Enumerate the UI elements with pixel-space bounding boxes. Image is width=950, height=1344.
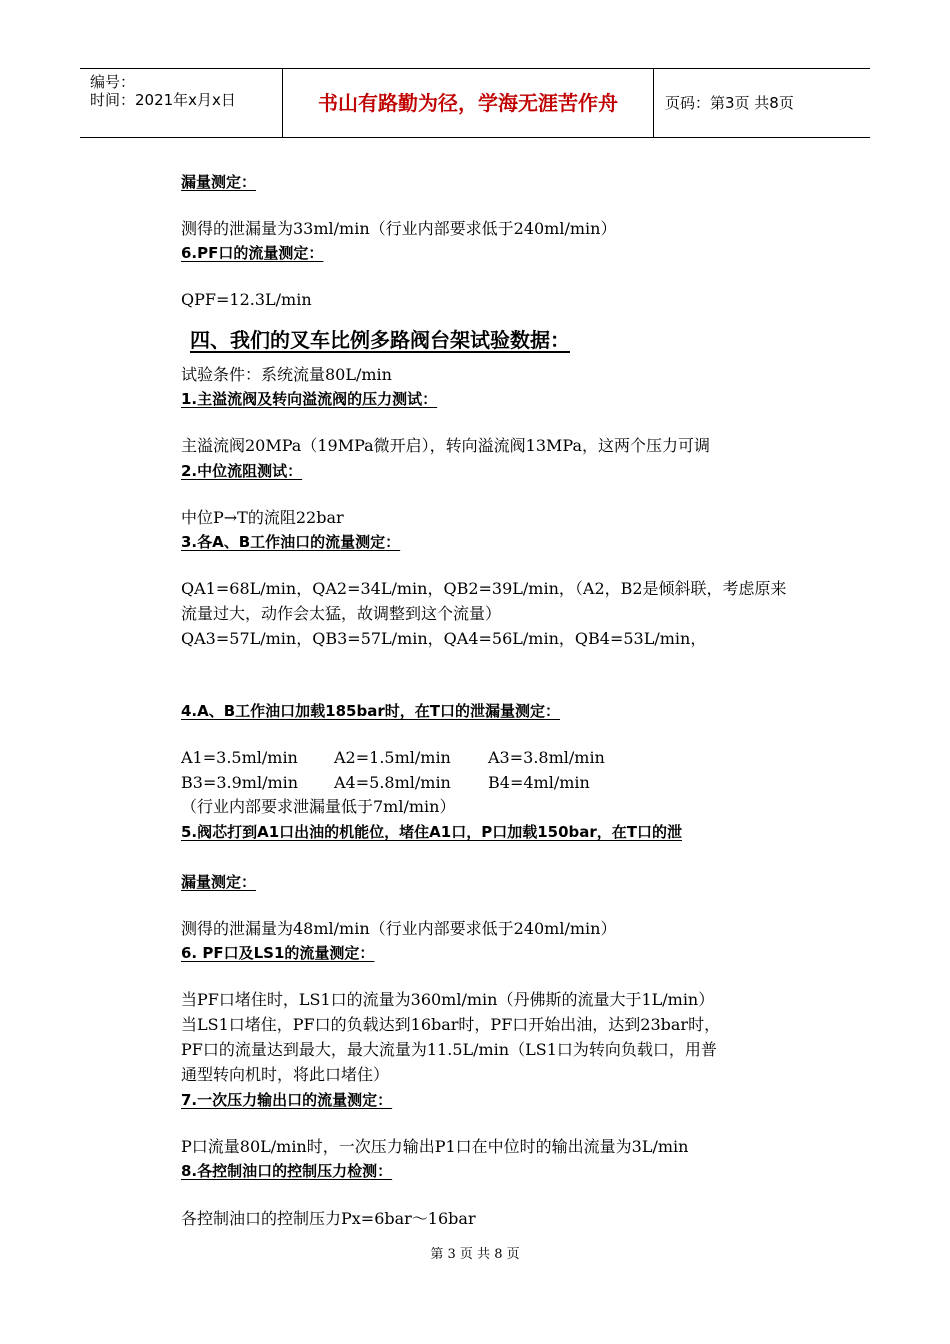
text-pf-ls1-2: 当LS1口堵住，PF口的负载达到16bar时，PF口开始出油，达到23bar时， bbox=[181, 1015, 721, 1034]
header-id: 编号： bbox=[90, 73, 136, 91]
text-primary-output: P口流量80L/min时，一次压力输出P1口在中位时的输出流量为3L/min bbox=[181, 1137, 689, 1156]
header-motto: 书山有路勤为径，学海无涯苦作舟 bbox=[283, 69, 654, 137]
text-pf-ls1-3: PF口的流量达到最大，最大流量为11.5L/min（LS1口为转向负载口，用普 bbox=[181, 1040, 717, 1059]
section-title: 四、我们的叉车比例多路阀台架试验数据： bbox=[190, 328, 570, 352]
page-footer: 第 3 页 共 8 页 bbox=[430, 1247, 520, 1262]
text-pf-ls1-1: 当PF口堵住时，LS1口的流量为360ml/min（丹佛斯的流量大于1L/min） bbox=[181, 990, 715, 1009]
heading-load-leakage: 4.A、B工作油口加载185bar时，在T口的泄漏量测定： bbox=[181, 702, 560, 720]
header-meta bbox=[80, 69, 283, 137]
leak-b4: B4=4ml/min bbox=[488, 773, 590, 792]
header-page-info: 页码：第3页 共8页 bbox=[665, 94, 794, 112]
text-pf-flow: QPF=12.3L/min bbox=[181, 290, 312, 309]
text-port-flow-3: QA3=57L/min，QB3=57L/min，QA4=56L/min，QB4=53L/min， bbox=[181, 629, 707, 648]
heading-control-pressure: 8.各控制油口的控制压力检测： bbox=[181, 1162, 393, 1180]
heading-leakage-cont: 漏量测定： bbox=[181, 173, 257, 191]
header-time: 时间：2021年x月x日 bbox=[90, 91, 236, 109]
heading-spool-leakage: 5.阀芯打到A1口出油的机能位，堵住A1口，P口加载150bar，在T口的泄 bbox=[181, 823, 683, 841]
text-control-pressure: 各控制油口的控制压力Px=6bar～16bar bbox=[181, 1209, 476, 1228]
text-relief-valve: 主溢流阀20MPa（19MPa微开启），转向溢流阀13MPa，这两个压力可调 bbox=[181, 436, 710, 455]
heading-neutral-resistance: 2.中位流阻测试： bbox=[181, 462, 303, 480]
text-port-flow-1: QA1=68L/min，QA2=34L/min，QB2=39L/min，（A2，B2是倾斜联，考虑原来 bbox=[181, 579, 787, 598]
leak-a3: A3=3.8ml/min bbox=[488, 748, 605, 767]
text-pf-ls1-4: 通型转向机时，将此口堵住） bbox=[181, 1065, 390, 1084]
text-test-condition: 试验条件：系统流量80L/min bbox=[181, 365, 392, 384]
leak-a4: A4=5.8ml/min bbox=[334, 773, 451, 792]
heading-relief-valve: 1.主溢流阀及转向溢流阀的压力测试： bbox=[181, 390, 438, 408]
text-spool-leakage: 测得的泄漏量为48ml/min（行业内部要求低于240ml/min） bbox=[181, 919, 617, 938]
page-header bbox=[80, 68, 870, 138]
leak-b3: B3=3.9ml/min bbox=[181, 773, 299, 792]
text-port-flow-2: 流量过大，动作会太猛，故调整到这个流量） bbox=[181, 604, 502, 623]
leak-a1: A1=3.5ml/min bbox=[181, 748, 298, 767]
heading-port-flow: 3.各A、B工作油口的流量测定： bbox=[181, 533, 401, 551]
leak-a2: A2=1.5ml/min bbox=[334, 748, 451, 767]
text-leakage-result: 测得的泄漏量为33ml/min（行业内部要求低于240ml/min） bbox=[181, 219, 617, 238]
text-neutral-resistance: 中位P→T的流阻22bar bbox=[181, 508, 344, 527]
heading-pf-ls1-flow: 6. PF口及LS1的流量测定： bbox=[181, 944, 375, 962]
heading-primary-output: 7.一次压力输出口的流量测定： bbox=[181, 1091, 393, 1109]
text-leak-note: （行业内部要求泄漏量低于7ml/min） bbox=[181, 797, 456, 816]
heading-spool-leakage-2: 漏量测定： bbox=[181, 873, 257, 891]
heading-pf-flow: 6.PF口的流量测定： bbox=[181, 244, 324, 262]
